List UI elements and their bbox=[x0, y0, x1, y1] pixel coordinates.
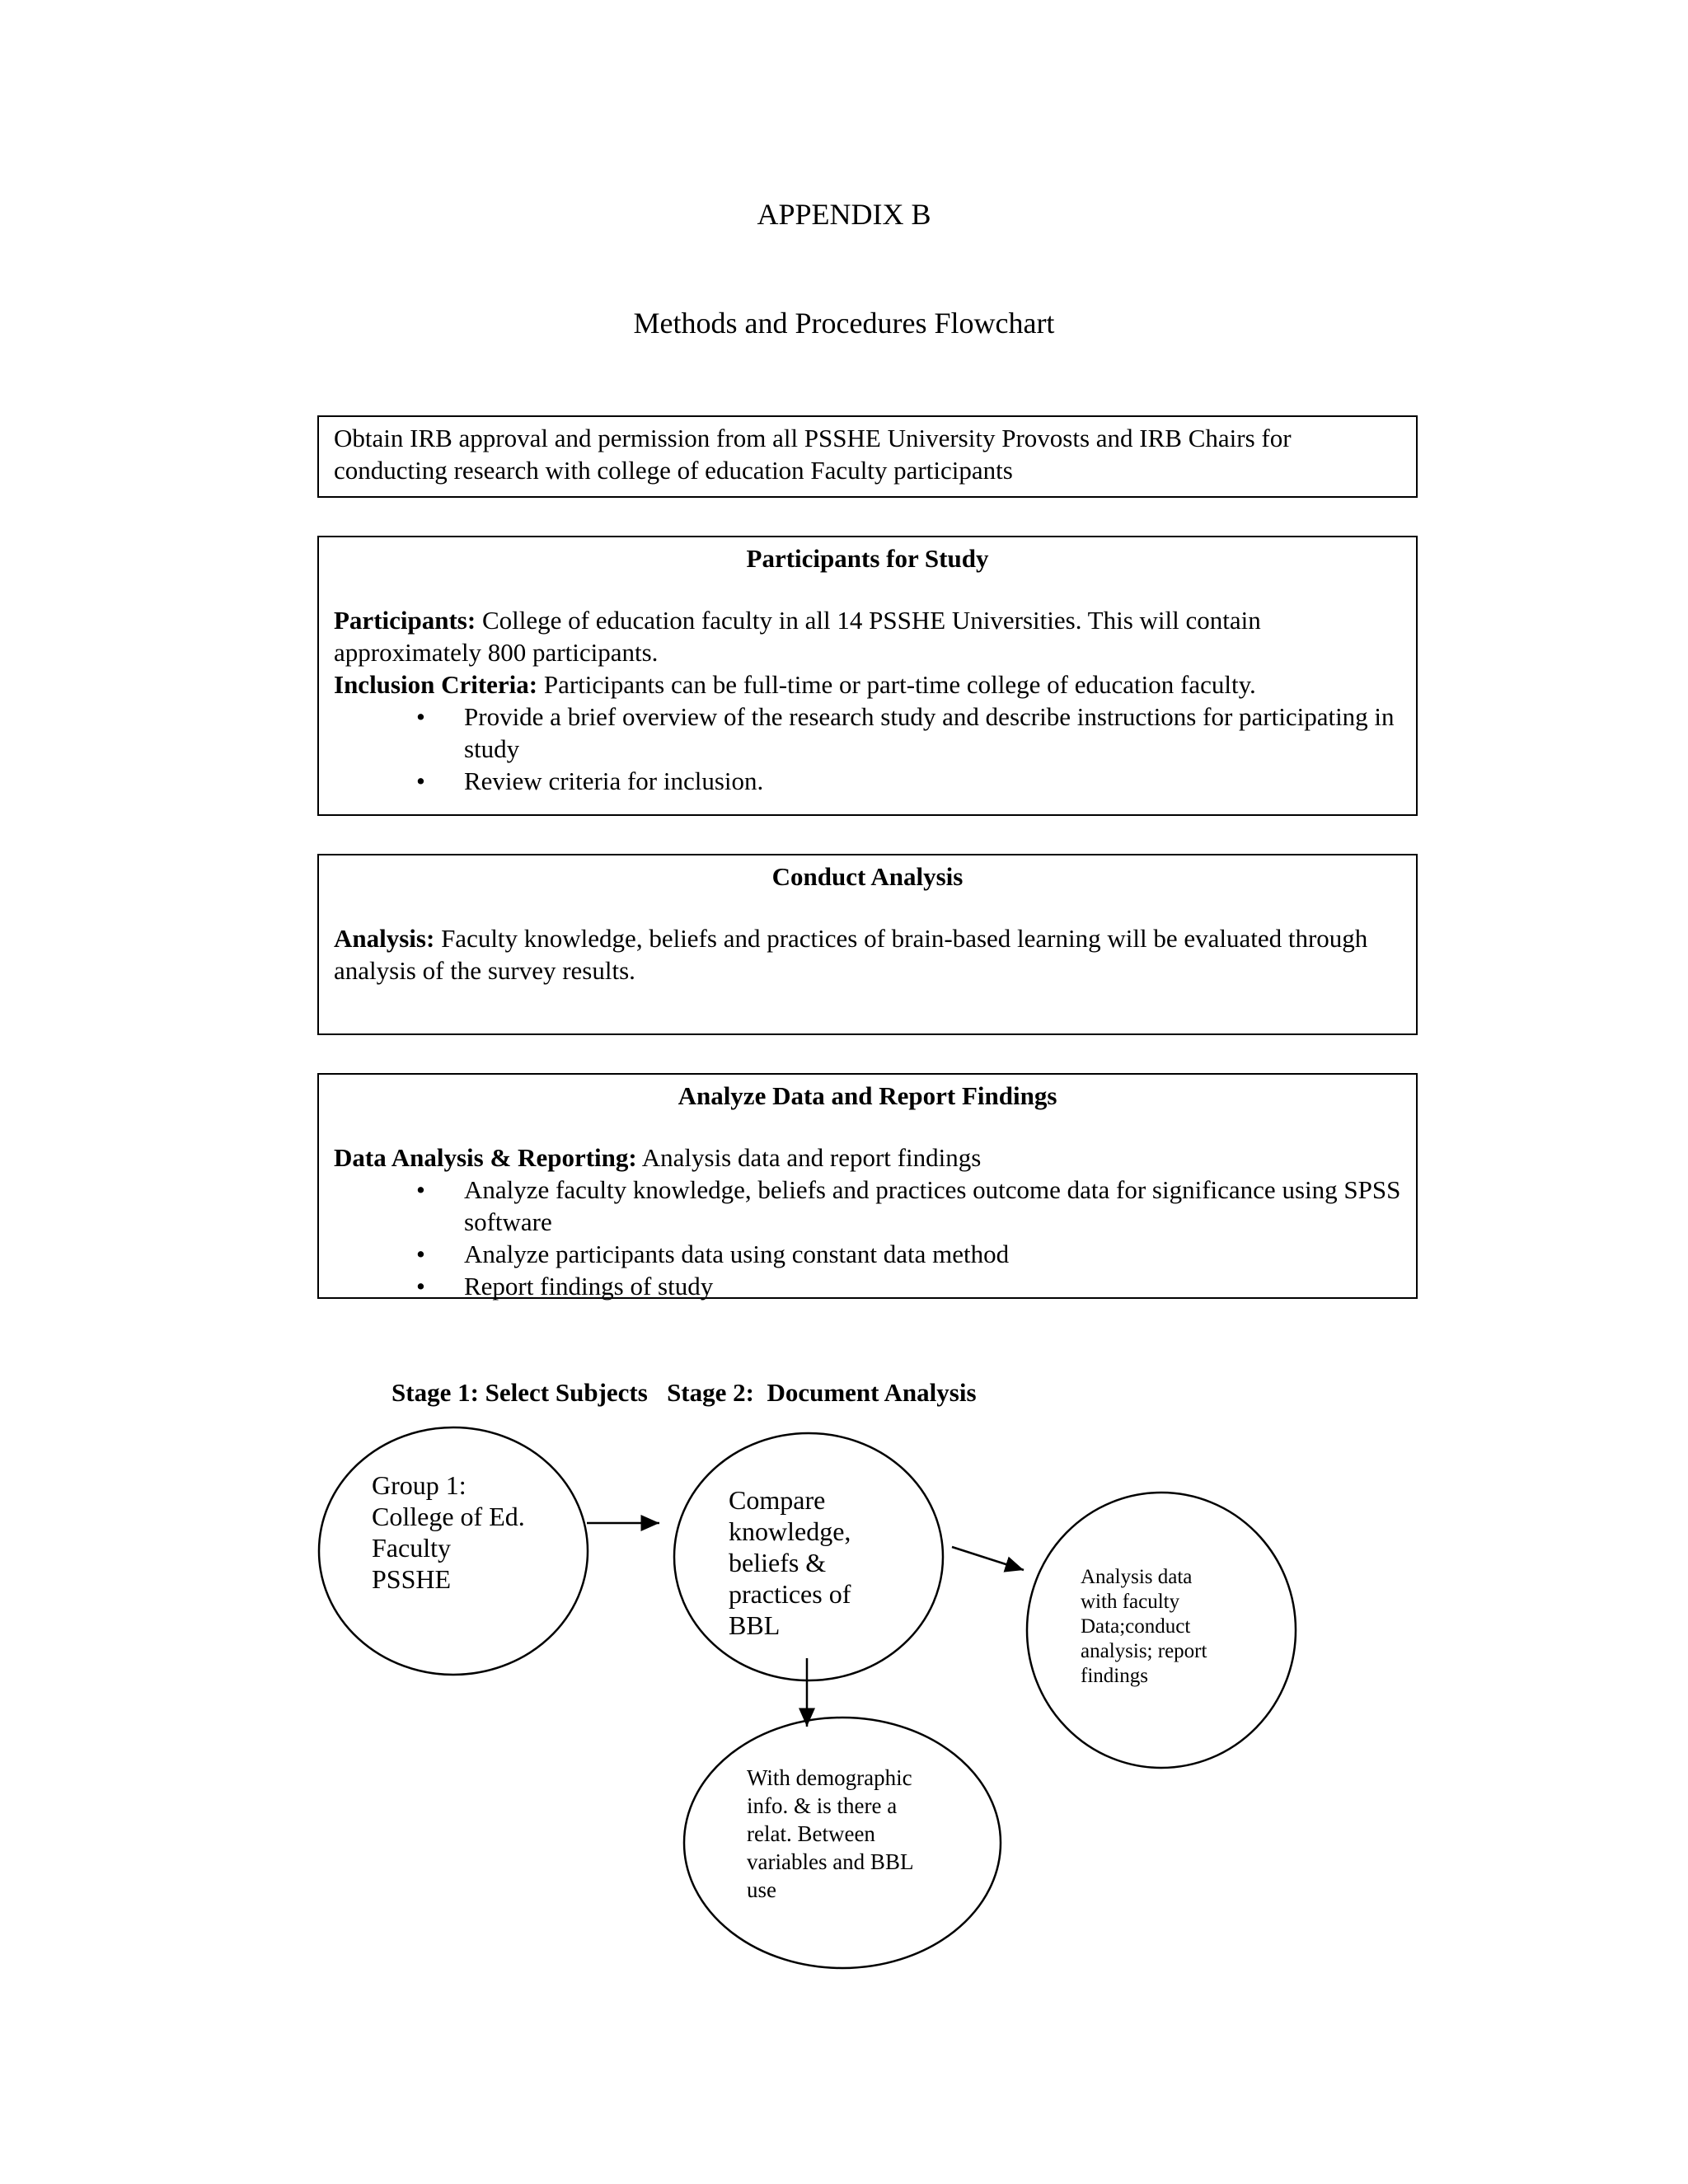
compare-circle-label: Compare knowledge, beliefs & practices of BBL bbox=[729, 1485, 851, 1640]
bullet-icon: • bbox=[416, 1175, 425, 1204]
bullet-text: Review criteria for inclusion. bbox=[464, 766, 764, 795]
bullet-icon: • bbox=[416, 1240, 425, 1268]
report-label: Data Analysis & Reporting: bbox=[334, 1143, 637, 1172]
appendix-title: APPENDIX B bbox=[757, 198, 931, 231]
bullet-text: Provide a brief overview of the research study and describe instructions for participating in study bbox=[464, 702, 1395, 763]
flowchart-title: Methods and Procedures Flowchart bbox=[633, 307, 1055, 340]
analysis-text: Faculty knowledge, beliefs and practices of brain-based learning will be evaluated through analysis of the survey results. bbox=[334, 924, 1368, 985]
report-heading: Analyze Data and Report Findings bbox=[678, 1081, 1057, 1110]
inclusion-label: Inclusion Criteria: bbox=[334, 670, 538, 699]
analysis-label: Analysis: bbox=[334, 924, 435, 953]
analysis-circle-label: Analysis data with faculty Data;conduct analysis; report findings bbox=[1081, 1566, 1207, 1687]
bullet-icon: • bbox=[416, 766, 425, 795]
stage-1-label: Stage 1: Select Subjects bbox=[392, 1378, 648, 1407]
arrow-compare-to-analysis bbox=[952, 1547, 1024, 1570]
stage-2-label: Stage 2: Document Analysis bbox=[667, 1378, 977, 1407]
demographic-circle-label: With demographic info. & is there a relat. Between variables and BBL use bbox=[747, 1765, 914, 1902]
bullet-icon: • bbox=[416, 702, 425, 731]
inclusion-text: Participants can be full-time or part-time college of education faculty. bbox=[537, 670, 1256, 699]
participants-text: College of education faculty in all 14 PSSHE Universities. This will contain approximately 800 participants. bbox=[334, 606, 1261, 667]
bullet-text: Analyze faculty knowledge, beliefs and practices outcome data for significance using SPSS software bbox=[464, 1175, 1401, 1236]
participants-heading: Participants for Study bbox=[746, 544, 989, 573]
bullet-text: Analyze participants data using constant data method bbox=[464, 1240, 1010, 1268]
bullet-icon: • bbox=[416, 1272, 425, 1301]
bullet-text: Report findings of study bbox=[464, 1272, 714, 1301]
analysis-heading: Conduct Analysis bbox=[771, 862, 964, 891]
group-circle-label: Group 1: College of Ed. Faculty PSSHE bbox=[372, 1470, 525, 1594]
report-text: Analysis data and report findings bbox=[636, 1143, 982, 1172]
participants-label: Participants: bbox=[334, 606, 476, 635]
irb-approval-text: Obtain IRB approval and permission from all PSSHE University Provosts and IRB Chairs for conducting research with college of education Faculty participants bbox=[334, 424, 1292, 485]
